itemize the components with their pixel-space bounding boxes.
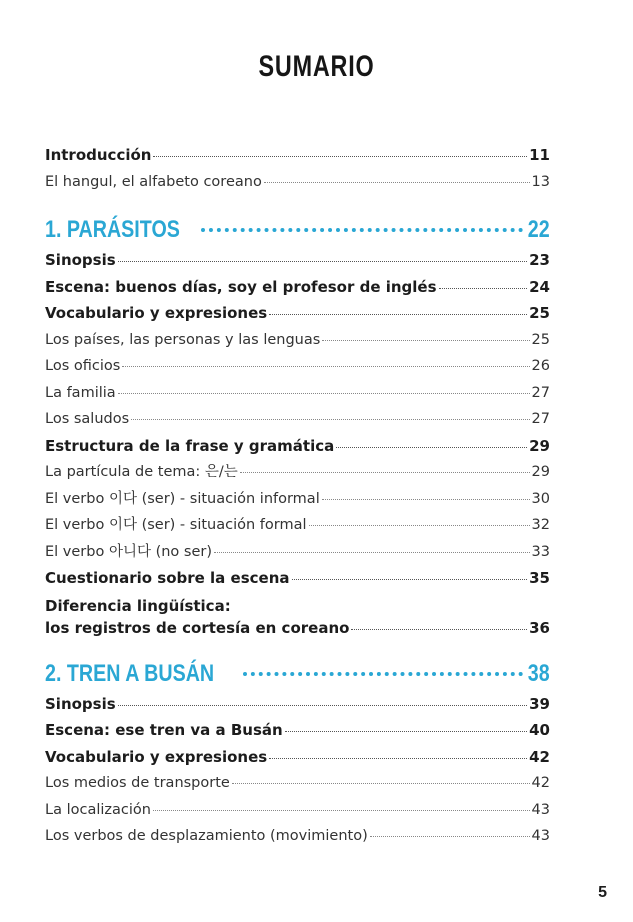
dot-leader (118, 705, 527, 706)
dot-leader (214, 552, 530, 553)
dot-leader (336, 447, 527, 448)
toc-entry[interactable] (45, 691, 550, 718)
toc-entry-page: 11 (529, 146, 550, 164)
toc-entry-label: La localización (45, 801, 151, 818)
toc-entry[interactable] (45, 274, 550, 301)
toc-entry-label: Los medios de transporte (45, 775, 230, 791)
toc-entry-page: 29 (531, 464, 550, 480)
toc-entry[interactable] (45, 380, 550, 407)
chapter-heading-2[interactable] (45, 657, 550, 691)
dot-leader (201, 228, 523, 232)
dot-leader (240, 472, 530, 473)
toc-entry[interactable] (45, 300, 550, 327)
dot-leader (269, 758, 527, 759)
dot-leader (153, 810, 530, 811)
table-of-contents (45, 142, 550, 850)
toc-entry[interactable] (45, 717, 550, 744)
toc-entry-label: El verbo 아니다 (no ser) (45, 543, 212, 560)
toc-entry[interactable] (45, 797, 550, 824)
toc-entry-hangul[interactable] (45, 169, 550, 196)
dot-leader (269, 314, 527, 315)
toc-entry-page: 32 (531, 517, 550, 533)
chapter-2-entries (45, 691, 550, 850)
toc-entry[interactable] (45, 327, 550, 354)
toc-entry-label: Sinopsis (45, 694, 116, 713)
dot-leader (309, 525, 530, 526)
toc-entry-label: El verbo 이다 (ser) - situación informal (45, 490, 320, 507)
toc-entry-label: Escena: ese tren va a Busán (45, 721, 283, 739)
dot-leader (122, 366, 529, 367)
toc-entry-diferencia-linguistica[interactable] (45, 596, 550, 639)
toc-entry-page: 23 (529, 251, 550, 269)
toc-entry-label: Vocabulario y expresiones (45, 747, 268, 766)
toc-entry-page: 36 (529, 618, 550, 637)
toc-entry-page: 27 (531, 411, 550, 427)
dot-leader (351, 629, 527, 630)
page-title: SUMARIO (258, 50, 375, 83)
toc-entry-page: 25 (529, 304, 550, 322)
toc-entry[interactable] (45, 565, 550, 592)
chapter-1-entries (45, 247, 550, 592)
toc-entry[interactable] (45, 406, 550, 433)
toc-entry-page: 30 (531, 490, 550, 507)
dot-leader (285, 731, 527, 732)
toc-entry-label: Los oficios (45, 358, 121, 374)
toc-entry[interactable] (45, 433, 550, 460)
toc-entry-page: 13 (531, 173, 550, 190)
toc-entry[interactable] (45, 823, 550, 850)
toc-entry-page: 42 (529, 747, 550, 766)
chapter-heading-1[interactable] (45, 213, 550, 247)
toc-entry-label: El verbo 이다 (ser) - situación formal (45, 517, 307, 533)
dot-leader (131, 419, 529, 420)
dot-leader (118, 261, 527, 262)
toc-entry[interactable] (45, 770, 550, 797)
toc-entry-page: 39 (529, 694, 550, 713)
toc-entry-label: Los saludos (45, 411, 130, 427)
toc-entry-label: Cuestionario sobre la escena (45, 569, 290, 587)
toc-entry-page: 43 (531, 828, 550, 844)
toc-entry-page: 33 (531, 543, 550, 560)
toc-entry-label: Los países, las personas y las lenguas (45, 331, 321, 348)
toc-entry-page: 40 (529, 721, 550, 739)
toc-entry-label: Estructura de la frase y gramática (45, 436, 335, 455)
toc-entry-page: 25 (531, 331, 550, 348)
toc-entry-page: 42 (531, 775, 550, 791)
page-number: 5 (598, 884, 607, 901)
chapter-title: 1. PARÁSITOS (45, 216, 180, 243)
toc-entry-label: Introducción (45, 146, 152, 164)
toc-entry-page: 35 (529, 569, 550, 587)
toc-entry-page: 29 (529, 436, 550, 455)
toc-entry-label: La partícula de tema: 은/는 (45, 464, 238, 480)
toc-entry[interactable] (45, 353, 550, 380)
toc-entry-page: 27 (531, 384, 550, 401)
dot-leader (118, 393, 530, 394)
dot-leader (153, 156, 527, 157)
dot-leader (292, 579, 528, 580)
dot-leader (322, 499, 530, 500)
toc-entry-page: 26 (531, 358, 550, 374)
toc-entry-label: El hangul, el alfabeto coreano (45, 173, 262, 190)
toc-entry[interactable] (45, 744, 550, 771)
toc-entry-label: La familia (45, 384, 116, 401)
toc-entry-page: 43 (531, 801, 550, 818)
toc-entry[interactable] (45, 539, 550, 566)
toc-entry-label: Sinopsis (45, 251, 116, 269)
dot-leader (243, 672, 523, 676)
toc-entry-introduccion[interactable] (45, 142, 550, 169)
toc-entry[interactable] (45, 459, 550, 486)
toc-entry-page: 24 (529, 277, 550, 296)
toc-entry-label: Vocabulario y expresiones (45, 304, 268, 322)
chapter-page: 38 (528, 659, 550, 687)
toc-entry-label-line2: los registros de cortesía en coreano (45, 618, 350, 637)
toc-entry-label: Escena: buenos días, soy el profesor de inglés (45, 277, 437, 296)
toc-entry[interactable] (45, 486, 550, 513)
toc-entry[interactable] (45, 512, 550, 539)
dot-leader (232, 783, 530, 784)
dot-leader (322, 340, 529, 341)
toc-entry[interactable] (45, 247, 550, 274)
chapter-title: 2. TREN A BUSÁN (45, 659, 215, 687)
dot-leader (264, 182, 530, 183)
dot-leader (370, 836, 530, 837)
chapter-page: 22 (528, 216, 550, 243)
toc-entry-label-line1: Diferencia lingüística: (45, 596, 231, 615)
toc-entry-label: Los verbos de desplazamiento (movimiento) (45, 828, 368, 844)
dot-leader (439, 288, 528, 289)
